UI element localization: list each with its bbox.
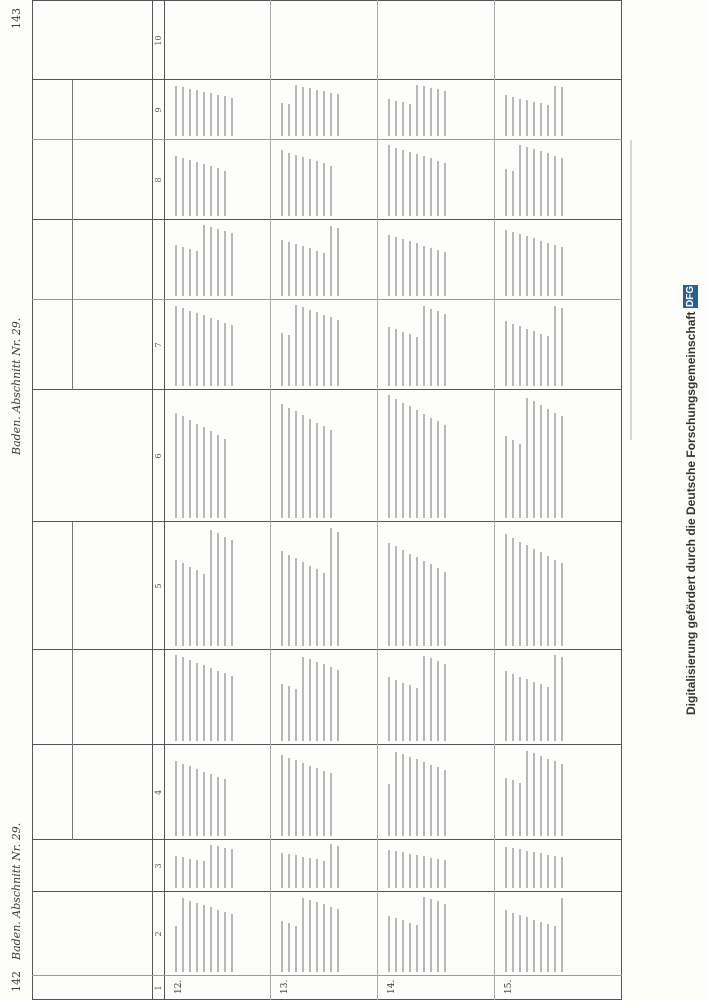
running-title-left: Baden. Abschnitt Nr. 29. <box>10 822 23 960</box>
header-bottom-rule <box>152 0 153 1000</box>
row-rule <box>494 0 495 1000</box>
table-cell <box>170 749 231 836</box>
row-rule <box>270 0 271 1000</box>
table-cell <box>170 304 238 386</box>
footnote-rule <box>630 140 632 440</box>
table-cell <box>276 844 344 888</box>
table-cell <box>500 896 568 972</box>
table-cell <box>170 224 238 296</box>
col-rule <box>32 839 622 840</box>
column-number: 5 <box>154 583 163 589</box>
table-cell <box>383 84 451 136</box>
row-rule <box>377 0 378 1000</box>
running-title-right: Baden. Abschnitt Nr. 29. <box>10 317 23 455</box>
column-number: 9 <box>154 107 163 113</box>
table-bottom-rule <box>621 0 622 1000</box>
table-cell <box>276 749 337 836</box>
table-cell <box>276 394 337 518</box>
data-table <box>32 0 622 1000</box>
table-cell <box>383 526 451 646</box>
page-number-right: 143 <box>10 8 23 29</box>
column-number: 6 <box>154 453 163 459</box>
table-cell <box>276 304 344 386</box>
row-index: 14. <box>387 979 397 994</box>
table-cell <box>500 526 568 646</box>
table-cell <box>500 654 568 741</box>
table-cell <box>276 84 344 136</box>
table-cell <box>500 394 568 518</box>
table-cell <box>276 654 344 741</box>
col-rule <box>32 649 622 650</box>
table-top-rule <box>32 0 33 1000</box>
table-cell <box>170 84 238 136</box>
col-rule <box>32 744 622 745</box>
column-number: 1 <box>154 985 163 991</box>
column-number: 10 <box>154 35 163 46</box>
table-cell <box>170 654 238 741</box>
table-cell <box>170 844 238 888</box>
col-rule <box>32 975 622 976</box>
table-cell <box>500 304 568 386</box>
table-cell <box>383 844 451 888</box>
col-rule <box>32 0 622 1</box>
col-rule <box>32 299 622 300</box>
dfg-logo-icon: DFG <box>685 286 696 308</box>
column-number: 7 <box>154 342 163 348</box>
row-index: 15. <box>504 979 514 994</box>
group-rule <box>72 522 73 840</box>
col-rule <box>32 521 622 522</box>
table-cell <box>383 144 451 216</box>
table-cell <box>500 84 568 136</box>
column-number: 3 <box>154 863 163 869</box>
column-number: 2 <box>154 931 163 937</box>
table-cell <box>170 394 231 518</box>
col-rule <box>32 389 622 390</box>
col-rule <box>32 139 622 140</box>
table-cell <box>276 224 344 296</box>
table-cell <box>383 896 451 972</box>
table-cell <box>276 144 337 216</box>
table-cell <box>500 144 568 216</box>
col-rule <box>32 891 622 892</box>
col-rule <box>32 219 622 220</box>
table-cell <box>383 654 451 741</box>
table-cell <box>170 526 238 646</box>
table-cell <box>383 224 451 296</box>
col-rule <box>32 79 622 80</box>
table-cell <box>170 896 238 972</box>
dfg-stamp <box>683 8 705 992</box>
page-number-left: 142 <box>10 971 23 992</box>
running-header <box>4 0 30 1000</box>
row-index: 12. <box>174 979 184 994</box>
table-cell <box>500 749 568 836</box>
column-number: 8 <box>154 177 163 183</box>
table-cell <box>276 896 344 972</box>
row-index: 13. <box>280 979 290 994</box>
table-cell <box>170 144 231 216</box>
table-cell <box>383 749 451 836</box>
group-rule <box>72 220 73 390</box>
table-cell <box>383 394 451 518</box>
table-cell <box>383 304 451 386</box>
dfg-stamp-text: Digitalisierung gefördert durch die Deutsche Forschungsgemeinschaft <box>684 311 698 715</box>
column-number: 4 <box>154 789 163 796</box>
table-cell <box>500 844 568 888</box>
colnum-rule <box>164 0 165 1000</box>
table-cell <box>500 224 568 296</box>
table-cell <box>276 526 344 646</box>
group-rule <box>72 80 73 220</box>
